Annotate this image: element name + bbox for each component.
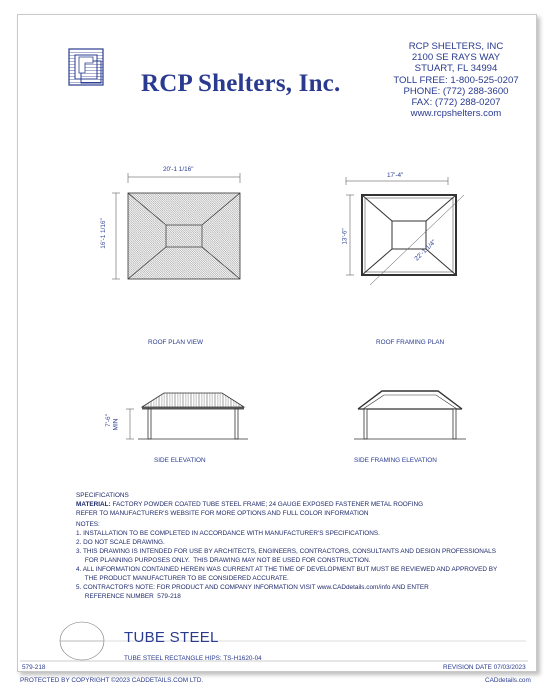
- roof-framing-hip-dim: 22'-1 1/4": [413, 238, 438, 263]
- spec-heading: SPECIFICATIONS: [76, 492, 129, 499]
- footer-copyright: PROTECTED BY COPYRIGHT ©2023 CADDETAILS.COM LTD.: [20, 677, 204, 684]
- drawing-sheet: [17, 14, 537, 672]
- title-block-title: TUBE STEEL: [124, 629, 219, 646]
- note-1: 1. INSTALLATION TO BE COMPLETED IN ACCORDANCE WITH MANUFACTURER'S SPECIFICATIONS.: [76, 530, 380, 537]
- note-2: 2. DO NOT SCALE DRAWING.: [76, 539, 165, 546]
- company-address-line2: STUART, FL 34994: [414, 63, 498, 75]
- company-name: RCP SHELTERS, INC: [408, 41, 504, 52]
- side-elevation-min-label: MIN: [112, 418, 120, 431]
- note-4b: THE PRODUCT MANUFACTURER TO BE CONSIDERED ACCURATE.: [76, 575, 289, 582]
- roof-framing-label: ROOF FRAMING PLAN: [376, 339, 445, 346]
- note-4a: 4. ALL INFORMATION CONTAINED HEREIN WAS CURRENT AT THE TIME OF DEVELOPMENT BUT MUST BE REVIEWED AND APPROVED BY: [76, 566, 498, 573]
- title-block-revision-date: REVISION DATE 07/03/2023: [443, 664, 526, 671]
- spec-material-label: MATERIAL:: [76, 501, 111, 508]
- roof-framing-depth-dim: 13'-6": [341, 228, 349, 245]
- note-3b: FOR PLANNING PURPOSES ONLY. THIS DRAWING MAY NOT BE USED FOR CONSTRUCTION.: [76, 557, 371, 564]
- spec-material: [76, 501, 423, 510]
- roof-plan-width-dim: 20'-1 1/16": [163, 166, 194, 173]
- company-address-line1: 2100 SE RAYS WAY: [411, 52, 501, 64]
- roof-plan-label: ROOF PLAN VIEW: [148, 339, 204, 346]
- side-framing-label: SIDE FRAMING ELEVATION: [354, 457, 437, 464]
- note-5a: 5. CONTRACTOR'S NOTE: FOR PRODUCT AND COMPANY INFORMATION VISIT www.CADdetails.com/info AND ENTER: [76, 584, 429, 591]
- side-elevation-drawing: [118, 381, 258, 445]
- spec-refer: REFER TO MANUFACTURER'S WEBSITE FOR MORE OPTIONS AND FULL COLOR INFORMATION: [76, 510, 369, 517]
- title-block-ref-number: 579-218: [22, 664, 46, 671]
- company-website[interactable]: www.rcpshelters.com: [410, 108, 502, 120]
- rcp-logo-icon: [65, 43, 143, 93]
- title-block-subtitle: TUBE STEEL RECTANGLE HIPS: TS-H1620-04: [124, 655, 262, 662]
- side-elevation-label: SIDE ELEVATION: [154, 457, 206, 464]
- footer-brand[interactable]: CADdetails.com: [485, 677, 531, 684]
- note-5b: REFERENCE NUMBER 579-218: [76, 593, 181, 600]
- notes-heading: NOTES:: [76, 521, 100, 528]
- roof-framing-width-dim: 17'-4": [387, 172, 404, 179]
- roof-plan-drawing: [104, 163, 244, 283]
- side-elevation-height-dim: 7'-6": [104, 414, 112, 427]
- company-fax: FAX: (772) 288-0207: [411, 97, 501, 109]
- company-info: [370, 41, 542, 119]
- roof-framing-drawing: [336, 173, 466, 283]
- note-3a: 3. THIS DRAWING IS INTENDED FOR USE BY ARCHITECTS, ENGINEERS, CONTRACTORS, CONSULTANTS AND DESIGN PROFESSIONALS: [76, 548, 496, 555]
- roof-plan-depth-dim: 16'-1 1/16": [99, 218, 107, 249]
- side-framing-drawing: [334, 381, 474, 445]
- spec-material-text: FACTORY POWDER COATED TUBE STEEL FRAME; 24 GAUGE EXPOSED FASTENER METAL ROOFING: [110, 501, 424, 508]
- company-phone: PHONE: (772) 288-3600: [403, 85, 509, 97]
- company-logo-text: RCP Shelters, Inc.: [141, 70, 341, 97]
- company-toll-free: TOLL FREE: 1-800-525-0207: [393, 74, 519, 86]
